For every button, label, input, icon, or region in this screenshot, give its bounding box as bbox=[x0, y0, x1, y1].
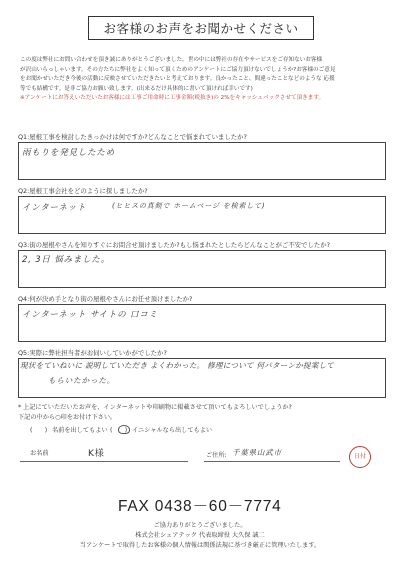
permission-note: * 上記にていただいたお声を、インターネットや印刷物に掲載させて頂いてもよろしいでしょうか? bbox=[18, 404, 292, 411]
thanks-text: ご協力ありがとうございました。 bbox=[153, 522, 247, 529]
answer-1: 雨もりを発見したため bbox=[22, 148, 116, 158]
permission-instruction: 下記の中から○印をお付け下さい。 bbox=[18, 414, 117, 421]
fax-number: FAX 0438－60－7774 bbox=[118, 498, 282, 515]
date-stamp bbox=[349, 446, 371, 468]
name-value: K様 bbox=[88, 449, 105, 459]
question-5: Q5:実際に弊社担当者がお伺いしていかがでしたか? bbox=[18, 349, 167, 357]
intro-line: をお聞かせいただき今後の活動に反映させていただきたいと考えております。良かったこと、間違ったことなどのような 応援 bbox=[20, 76, 335, 83]
answer-2a: インターネット bbox=[22, 203, 87, 213]
option-name-bracket[interactable]: ( ) bbox=[30, 427, 48, 434]
address-underline bbox=[204, 461, 340, 462]
intro-line: 等でも結構です。是非ご協力お願い致します。(出来るだけ具体的に書いて頂ければ幸いです) bbox=[20, 85, 253, 92]
title-text: お客様のお声をお聞かせください bbox=[103, 21, 299, 36]
privacy-text: 当アンケートで取得したお客様の個人情報は関係法規に基づき厳正に管理いたします。 bbox=[79, 542, 321, 549]
answer-4: インターネット サイトの 口コミ bbox=[22, 310, 158, 320]
company-text: 株式会社シェアテック 代表取締役 大久保 誠二 bbox=[135, 532, 265, 539]
heart-mark-icon bbox=[118, 425, 130, 434]
page-title bbox=[88, 16, 314, 40]
address-value: 千葉県山武市 bbox=[232, 448, 282, 457]
answer-2b: (ヒヒスの真剣で ホームページ を検索して) bbox=[112, 202, 266, 210]
answer-5a: 現状をていねいに 説明していただき よくわかった。 修理について 何パターンか提案して bbox=[20, 361, 335, 370]
question-4: Q4:何が決め手となり街の屋根やさんにお任せ頂けましたか? bbox=[18, 295, 193, 303]
intro-line: が沢山いらっしゃいます。その方たちに弊社をよく知って頂くためのアンケートにご協力頂けないでしょうか?お客様のご意見 bbox=[20, 66, 336, 73]
intro-text bbox=[20, 56, 384, 104]
option-name-label: 名前を出してもよい bbox=[52, 427, 108, 434]
stamp-text: 日付 bbox=[353, 452, 366, 460]
answer-5b: もらいたかった。 bbox=[48, 376, 116, 385]
answer-3: 2, 3日 悩みました。 bbox=[22, 255, 111, 265]
option-initial-label: イニシャルなら出してもよい bbox=[132, 427, 213, 434]
address-label: ご住所: bbox=[206, 452, 227, 459]
question-1: Q1:屋根工事を検討したきっかけは何ですか?どんなことで悩まれていましたか? bbox=[18, 133, 247, 141]
intro-line: この度は弊社にお問い合わせを頂き誠にありがとうございました。世の中には弊社の存在やサービスをご存知ないお客様 bbox=[20, 57, 323, 63]
option-initial-bracket[interactable]: ( ) bbox=[110, 427, 128, 434]
question-3: Q3:街の屋根やさんを知りすぐにお問合せ頂けましたか?もし悩まれたとしたらどんなことがご不安でしたか? bbox=[18, 241, 330, 249]
name-underline bbox=[20, 461, 188, 462]
question-2: Q2:屋根工事会社をどのように探しましたか? bbox=[18, 187, 148, 195]
name-label: お名前 bbox=[30, 450, 49, 457]
cashback-note: ※アンケートにお答えいただいたお客様には工事ご用命時に工事金額(税抜き)の 2%をキャッシュバックさせて頂きます。 bbox=[20, 95, 325, 102]
